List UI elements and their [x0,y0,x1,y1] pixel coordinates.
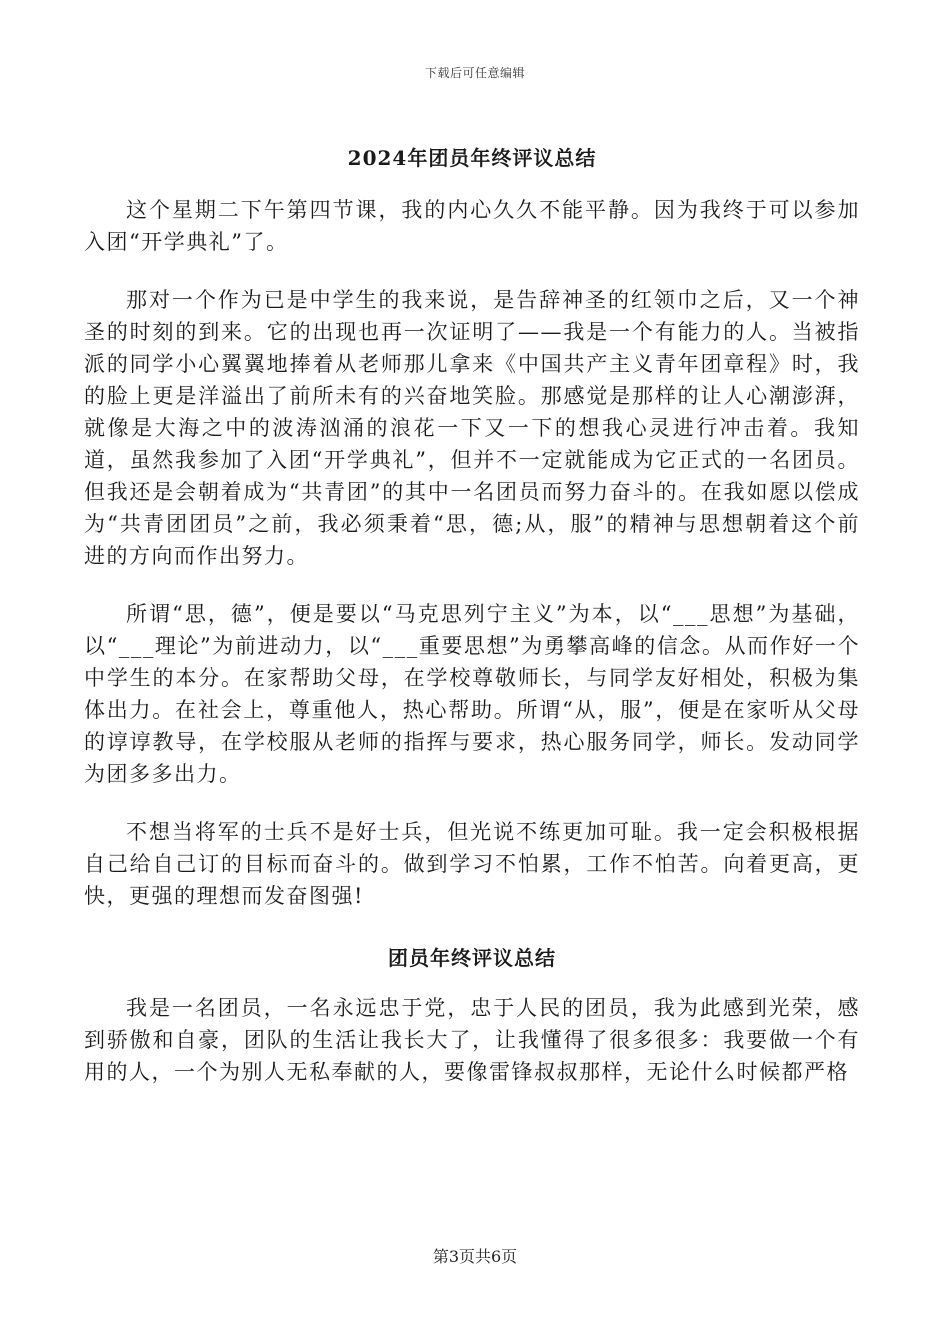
document-body [84,138,860,1088]
header-note: 下载后可任意编辑 [424,66,525,80]
paragraph: 这个星期二下午第四节课，我的内心久久不能平静。因为我终于可以参加入团“开学典礼”了。 [84,198,860,254]
paragraph: 我是一名团员，一名永远忠于党，忠于人民的团员，我为此感到光荣，感到骄傲和自豪，团队的生活让我长大了，让我懂得了很多很多：我要做一个有用的人，一个为别人无私奉献的人，要像雷锋叔叔那样，无论什么时候都严格 [84,996,860,1084]
section-title: 团员年终评议总结 [388,946,556,970]
page-number: 第3页共6页 [432,1247,518,1266]
document-title: 2024年团员年终评议总结 [347,146,597,170]
paragraph: 那对一个作为已是中学生的我来说，是告辞神圣的红领巾之后，又一个神圣的时刻的到来。它的出现也再一次证明了——我是一个有能力的人。当被指派的同学小心翼翼地捧着从老师那儿拿来《中国共产主义青年团章程》时，我的脸上更是洋溢出了前所未有的兴奋地笑脸。那感觉是那样的让人心潮澎湃，就像是大海之中的波涛汹涌的浪花一下又一下的想我心灵进行冲击着。我知道，虽然我参加了入团“开学典礼”，但并不一定就能成为它正式的一名团员。但我还是会朝着成为“共青团”的其中一名团员而努力奋斗的。在我如愿以偿成为“共青团团员”之前，我必须秉着“思，德;从，服”的精神与思想朝着这个前进的方向而作出努力。 [84,288,860,568]
paragraph: 所谓“思，德”，便是要以“马克思列宁主义”为本，以“___思想”为基础，以“___理论”为前进动力，以“___重要思想”为勇攀高峰的信念。从而作好一个中学生的本分。在家帮助父母，在学校尊敬师长，与同学友好相处，积极为集体出力。在社会上，尊重他人，热心帮助。所谓“从，服”，便是在家听从父母的谆谆教导，在学校服从老师的指挥与要求，热心服务同学，师长。发动同学为团多多出力。 [84,602,860,786]
paragraph: 不想当将军的士兵不是好士兵，但光说不练更加可耻。我一定会积极根据自己给自己订的目标而奋斗的。做到学习不怕累，工作不怕苦。向着更高，更快，更强的理想而发奋图强! [84,820,860,908]
